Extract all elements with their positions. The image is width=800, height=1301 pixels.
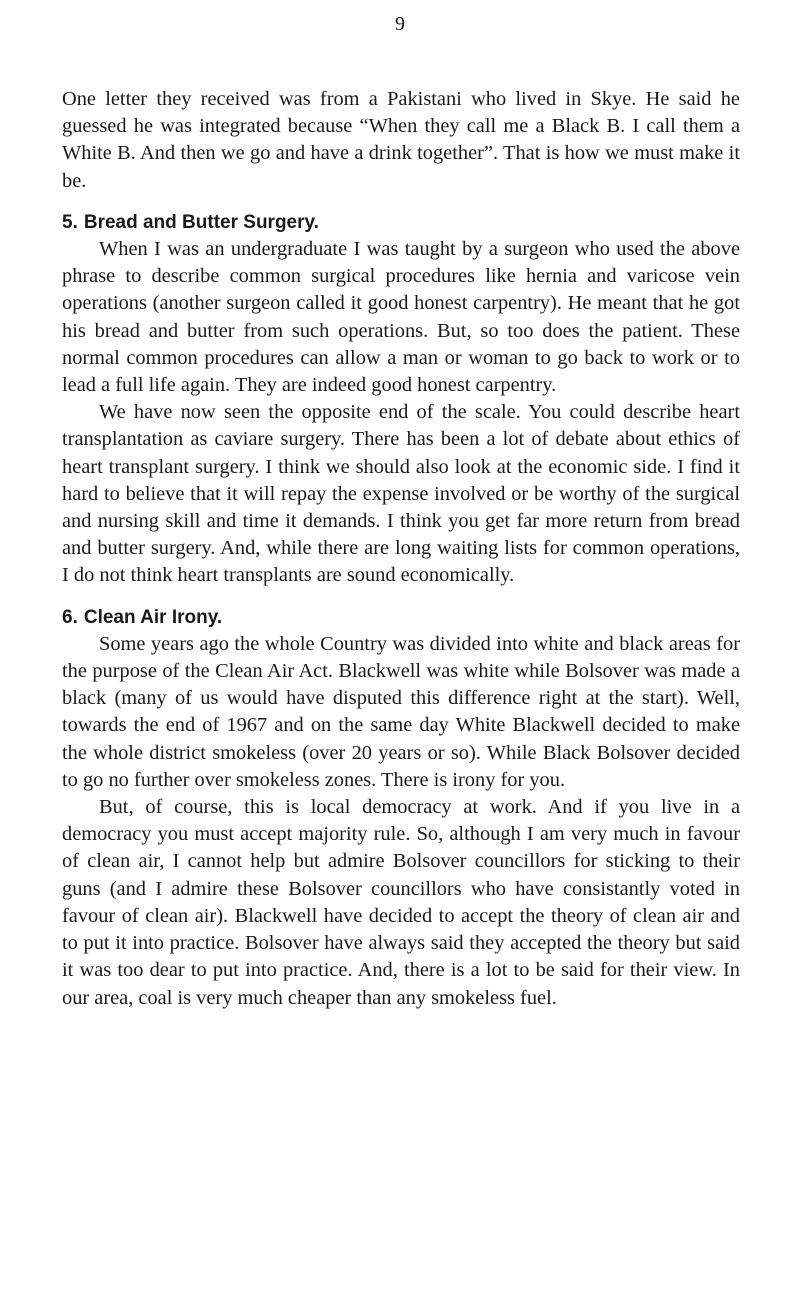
section-paragraph: When I was an undergraduate I was taught by a surgeon who used the above phrase to describe common surgical procedures like hernia and varicose vein operations (another surgeon called it good honest carpentry). He meant that he got his bread and butter from such operations. But, so too does the patient. These normal common procedures can allow a man or woman to go back to work or to lead a full life again. They are indeed good honest carpentry. — [62, 238, 740, 397]
page-number: 9 — [395, 13, 405, 35]
section-title: Bread and Butter Surgery. — [83, 211, 319, 233]
section-clean-air-irony — [62, 604, 740, 1012]
section-bread-and-butter-surgery — [62, 209, 740, 590]
section-paragraph: We have now seen the opposite end of the scale. You could describe heart transplantation as caviare surgery. There has been a lot of debate about ethics of heart transplant surgery. I think we should also look at the economic side. I find it hard to believe that it will repay the expense involved or be worthy of the surgical and nursing skill and time it demands. I think you get far more return from bread and butter surgery. And, while there are long waiting lists for common operations, I do not think heart transplants are sound economically. — [62, 401, 740, 587]
section-spacer — [62, 195, 740, 209]
section-number: 5. — [62, 211, 78, 233]
section-paragraph: But, of course, this is local democracy at work. And if you live in a democracy you must accept majority rule. So, although I am very much in favour of clean air, I cannot help but admire Bolsover councillors for sticking to their guns (and I admire these Bolsover councillors who have consistantly voted in favour of clean air). Blackwell have decided to accept the theory of clean air and to put it into practice. Bolsover have always said they accepted the theory but said it was too dear to put into practice. And, there is a lot to be said for their view. In our area, coal is very much cheaper than any smokeless fuel. — [62, 796, 740, 1009]
section-heading — [62, 604, 740, 631]
intro-paragraph: One letter they received was from a Pakistani who lived in Skye. He said he guessed he was integrated because “When they call me a Black B. I call them a White B. And then we go and have a drink together”. That is how we must make it be. — [62, 88, 740, 192]
document-body — [62, 86, 740, 1012]
section-paragraph: Some years ago the whole Country was divided into white and black areas for the purpose of the Clean Air Act. Blackwell was white while Bolsover was made a black (many of us would have disputed this difference right at the start). Well, towards the end of 1967 and on the same day White Blackwell decided to make the whole district smokeless (over 20 years or so). While Black Bolsover decided to go no further over smokeless zones. There is irony for you. — [62, 632, 740, 791]
section-title: Clean Air Irony. — [83, 606, 223, 628]
section-number: 6. — [62, 606, 78, 628]
section-heading — [62, 209, 740, 236]
section-spacer — [62, 590, 740, 604]
